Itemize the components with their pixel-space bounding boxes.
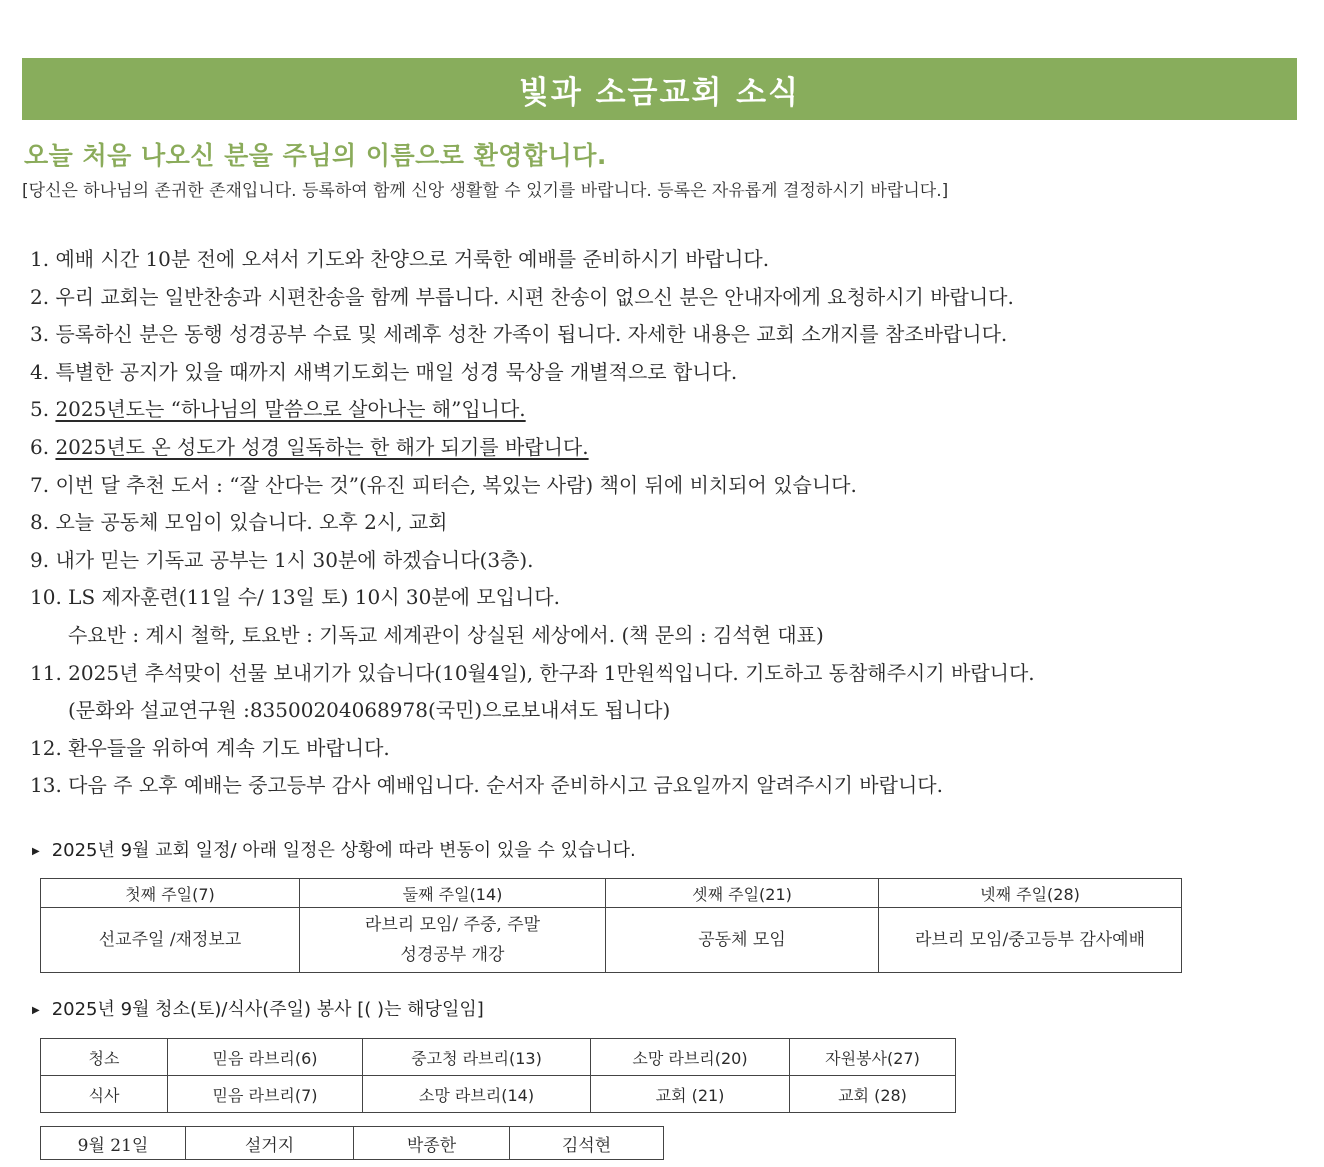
notice-item [30,579,1300,617]
notice-text: 2025년도 온 성도가 성경 일독하는 한 해가 되기를 바랍니다. [55,434,589,459]
notice-number: 8. [30,510,50,535]
schedule-cell: 라브리 모임/중고등부 감사예배 [879,908,1182,973]
notice-number: 9. [30,547,50,572]
dishwashing-cell: 김석현 [510,1127,664,1160]
notice-number: 1. [30,247,50,271]
notice-text: 특별한 공지가 있을 때까지 새벽기도회는 매일 성경 묵상을 개별적으로 합니다. [55,359,738,384]
dishwashing-cell: 9월 21일 [41,1127,186,1160]
notice-item [30,767,1300,805]
welcome-headline: 오늘 처음 나오신 분을 주님의 이름으로 환영합니다. [24,141,607,170]
duty-table [40,1038,956,1113]
schedule-cell [300,908,606,973]
schedule-cell: 공동체 모임 [606,908,879,973]
dishwashing-row [41,1127,664,1160]
notice-text: 2025년도는 “하나님의 말씀으로 살아나는 해”입니다. [55,397,526,422]
schedule-heading [32,836,636,862]
schedule-column-header: 넷째 주일(28) [879,879,1182,908]
schedule-row [41,908,1182,973]
duty-cell: 자원봉사(27) [790,1039,956,1076]
bullet-triangle-icon: ▶ [32,1005,40,1016]
notice-item [30,504,1300,542]
notice-item [30,542,1300,580]
notice-continuation: (문화와 설교연구원 :83500204068978(국민)으로보내셔도 됩니다) [68,698,671,723]
notice-item [30,655,1300,693]
duty-cell: 중고청 라브리(13) [363,1039,591,1076]
schedule-table [40,878,1182,973]
notice-item [30,429,1300,467]
notice-item [30,467,1300,505]
duty-cell: 교회 (28) [790,1076,956,1113]
schedule-header-row [41,879,1182,908]
schedule-cell: 선교주일 /재정보고 [41,908,300,973]
notice-number: 13. [30,773,62,798]
schedule-column-header: 둘째 주일(14) [300,879,606,908]
duty-cell: 믿음 라브리(7) [168,1076,363,1113]
notice-continuation: 수요반 : 계시 철학, 토요반 : 기독교 세계관이 상실된 세상에서. (책 문의 : 김석현 대표) [68,622,824,647]
notice-list [30,241,1300,805]
schedule-column-header: 첫째 주일(7) [41,879,300,908]
notice-number: 11. [30,660,62,685]
notice-text: 우리 교회는 일반찬송과 시편찬송을 함께 부릅니다. 시편 찬송이 없으신 분은 안내자에게 요청하시기 바랍니다. [55,284,1014,309]
duty-row [41,1039,956,1076]
welcome-note: [당신은 하나님의 존귀한 존재입니다. 등록하여 함께 신앙 생활할 수 있기를 바랍니다. 등록은 자유롭게 결정하시기 바랍니다.] [22,181,949,201]
banner-title: 빛과 소금교회 소식 [518,74,801,111]
notice-number: 7. [30,472,50,497]
notice-item [30,391,1300,429]
dishwashing-table [40,1126,664,1160]
notice-text: 이번 달 추천 도서 : “잘 산다는 것”(유진 피터슨, 복있는 사람) 책이 뒤에 비치되어 있습니다. [55,472,857,497]
notice-item [30,241,1300,279]
duty-row [41,1076,956,1113]
notice-text: 2025년 추석맞이 선물 보내기가 있습니다(10월4일), 한구좌 1만원씩입니다. 기도하고 동참해주시기 바랍니다. [68,660,1035,685]
notice-number: 4. [30,359,50,384]
notice-text: LS 제자훈련(11일 수/ 13일 토) 10시 30분에 모입니다. [68,585,560,610]
notice-text: 내가 믿는 기독교 공부는 1시 30분에 하겠습니다(3층). [55,547,534,572]
notice-text: 등록하신 분은 동행 성경공부 수료 및 세례후 성찬 가족이 됩니다. 자세한 내용은 교회 소개지를 참조바랍니다. [55,322,1008,347]
dishwashing-cell: 박종한 [354,1127,510,1160]
bullet-triangle-icon: ▶ [32,846,40,857]
notice-text: 오늘 공동체 모임이 있습니다. 오후 2시, 교회 [55,510,448,535]
notice-item [30,316,1300,354]
duty-cell: 소망 라브리(14) [363,1076,591,1113]
notice-number: 2. [30,284,50,309]
notice-item [30,730,1300,768]
duty-heading-text: 2025년 9월 청소(토)/식사(주일) 봉사 [( )는 해당일임] [51,999,484,1020]
notice-number: 6. [30,434,50,459]
bulletin-banner [22,58,1297,120]
duty-cell: 믿음 라브리(6) [168,1039,363,1076]
duty-heading [32,995,484,1021]
dishwashing-cell: 설거지 [186,1127,354,1160]
schedule-cell-line: 라브리 모임/ 주중, 주말 [364,915,541,935]
notice-text: 환우들을 위하여 계속 기도 바랍니다. [68,735,390,760]
notice-text: 예배 시간 10분 전에 오셔서 기도와 찬양으로 거룩한 예배를 준비하시기 바랍니다. [55,247,770,271]
notice-text: 다음 주 오후 예배는 중고등부 감사 예배입니다. 순서자 준비하시고 금요일까지 알려주시기 바랍니다. [68,773,943,798]
duty-cell: 소망 라브리(20) [591,1039,790,1076]
notice-item [30,354,1300,392]
duty-row-label: 청소 [41,1039,168,1076]
duty-cell: 교회 (21) [591,1076,790,1113]
notice-number: 3. [30,322,50,347]
notice-number: 5. [30,397,50,422]
schedule-heading-text: 2025년 9월 교회 일정/ 아래 일정은 상황에 따라 변동이 있을 수 있습니다. [51,840,636,861]
notice-item [30,279,1300,317]
schedule-column-header: 셋째 주일(21) [606,879,879,908]
schedule-cell-line: 성경공부 개강 [400,945,505,965]
duty-row-label: 식사 [41,1076,168,1113]
notice-number: 12. [30,735,62,760]
notice-number: 10. [30,585,62,610]
